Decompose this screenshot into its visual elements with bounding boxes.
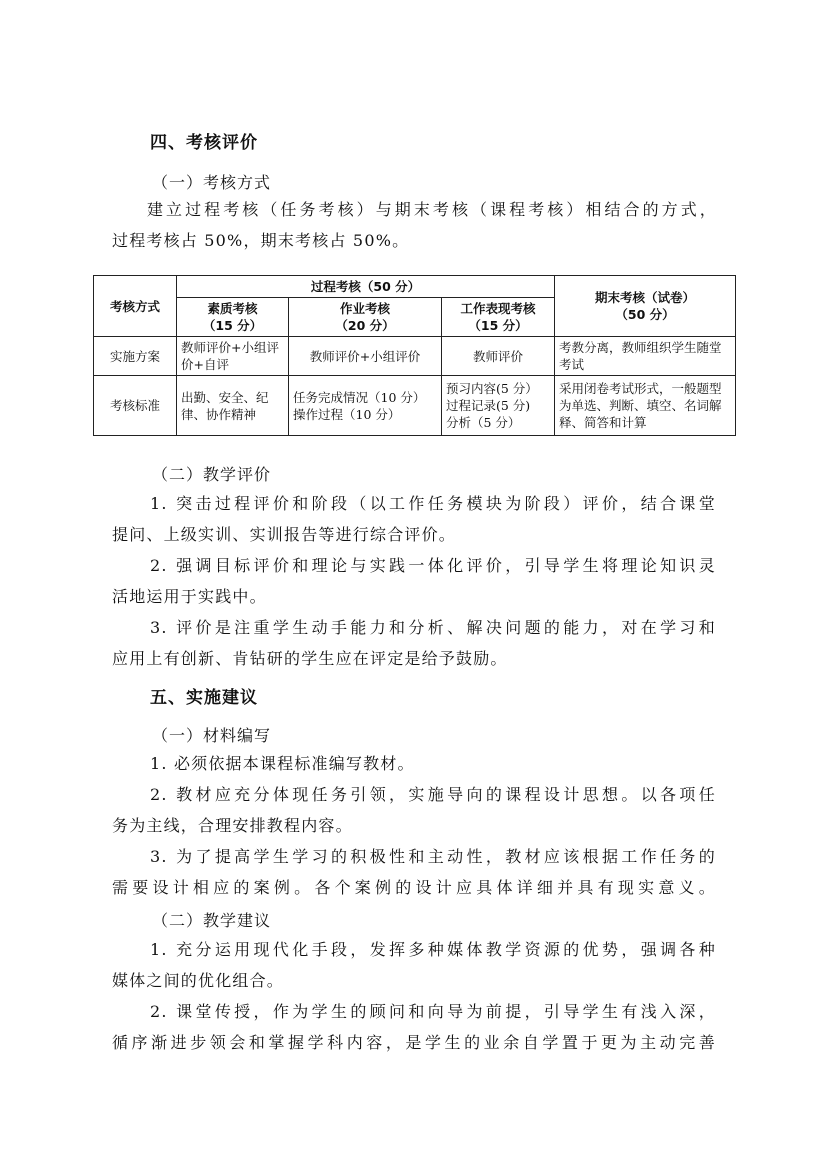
section-4-title: 四、考核评价 <box>150 133 258 153</box>
section-4-1-title: （一）考核方式 <box>152 173 272 192</box>
assessment-table <box>93 275 736 436</box>
row2-work-line2: 过程记录(5 分) <box>446 398 531 413</box>
list-item-line1: 3. 评价是注重学生动手能力和分析、解决问题的能力，对在学习和 <box>150 618 716 637</box>
section-4-1-paragraph-line1: 建立过程考核（任务考核）与期末考核（课程考核）相结合的方式， <box>147 200 717 219</box>
header-final-score: （50 分） <box>615 307 675 322</box>
list-item-line2: 提问、上级实训、实训报告等进行综合评价。 <box>112 525 457 544</box>
list-item-line2: 需要设计相应的案例。各个案例的设计应具体详细并具有现实意义。 <box>112 878 716 897</box>
header-work-score: （15 分） <box>468 318 528 333</box>
header-homework <box>289 298 442 337</box>
row1-label: 实施方案 <box>94 337 177 376</box>
list-item-line2: 媒体之间的优化组合。 <box>112 971 285 990</box>
row1-final: 考教分离，教师组织学生随堂考试 <box>555 337 736 376</box>
header-homework-title: 作业考核 <box>339 301 390 316</box>
header-quality <box>177 298 289 337</box>
section-4-2-title: （二）教学评价 <box>152 465 272 484</box>
header-work <box>442 298 555 337</box>
header-work-title: 工作表现考核 <box>460 301 536 316</box>
list-item-line2: 务为主线，合理安排教程内容。 <box>112 816 353 835</box>
section-5-2-title: （二）教学建议 <box>152 911 272 930</box>
header-homework-score: （20 分） <box>335 318 395 333</box>
list-item-line1: 2. 强调目标评价和理论与实践一体化评价，引导学生将理论知识灵 <box>150 556 716 575</box>
list-item-line1: 1. 充分运用现代化手段，发挥多种媒体教学资源的优势，强调各种 <box>150 940 716 959</box>
row2-work-line3: 分析（5 分） <box>446 415 521 430</box>
header-final-title: 期末考核（试卷） <box>595 290 696 305</box>
list-item-line2: 循序渐进步领会和掌握学科内容，是学生的业余自学置于更为主动完善 <box>112 1033 716 1052</box>
section-5-1-title: （一）材料编写 <box>152 726 272 745</box>
header-final <box>555 276 736 337</box>
list-item-line1: 1. 必须依据本课程标准编写教材。 <box>150 754 415 773</box>
list-item-line1: 3. 为了提高学生学习的积极性和主动性，教材应该根据工作任务的 <box>150 847 716 866</box>
row1-work: 教师评价 <box>442 337 555 376</box>
row2-homework <box>289 376 442 436</box>
header-process: 过程考核（50 分） <box>177 276 555 298</box>
header-quality-title: 素质考核 <box>207 301 258 316</box>
list-item-line1: 1. 突击过程评价和阶段（以工作任务模块为阶段）评价，结合课堂 <box>150 494 716 513</box>
section-5-title: 五、实施建议 <box>150 688 258 708</box>
list-item-line1: 2. 课堂传授，作为学生的顾问和向导为前提，引导学生有浅入深， <box>150 1002 716 1021</box>
table-row <box>94 376 736 436</box>
list-item-line2: 活地运用于实践中。 <box>112 587 267 606</box>
row2-homework-line1: 任务完成情况（10 分） <box>293 389 426 405</box>
header-quality-score: （15 分） <box>202 318 263 333</box>
table-row <box>94 337 736 376</box>
row2-work-line1: 预习内容(5 分） <box>446 381 538 396</box>
list-item-line2: 应用上有创新、肯钻研的学生应在评定是给予鼓励。 <box>112 649 508 668</box>
section-4-1-paragraph-line2: 过程考核占 50%，期末考核占 50%。 <box>112 231 410 250</box>
row2-final: 采用闭卷考试形式，一般题型为单选、判断、填空、名词解释、简答和计算 <box>555 376 736 436</box>
row1-homework: 教师评价+小组评价 <box>289 337 442 376</box>
row2-quality: 出勤、安全、纪律、协作精神 <box>177 376 289 436</box>
row1-quality: 教师评价+小组评价+自评 <box>177 337 289 376</box>
list-item-line1: 2. 教材应充分体现任务引领，实施导向的课程设计思想。以各项任 <box>150 785 716 804</box>
row2-label: 考核标准 <box>94 376 177 436</box>
row2-work <box>442 376 555 436</box>
header-method: 考核方式 <box>94 276 177 337</box>
row2-homework-line2: 操作过程（10 分） <box>293 406 401 422</box>
